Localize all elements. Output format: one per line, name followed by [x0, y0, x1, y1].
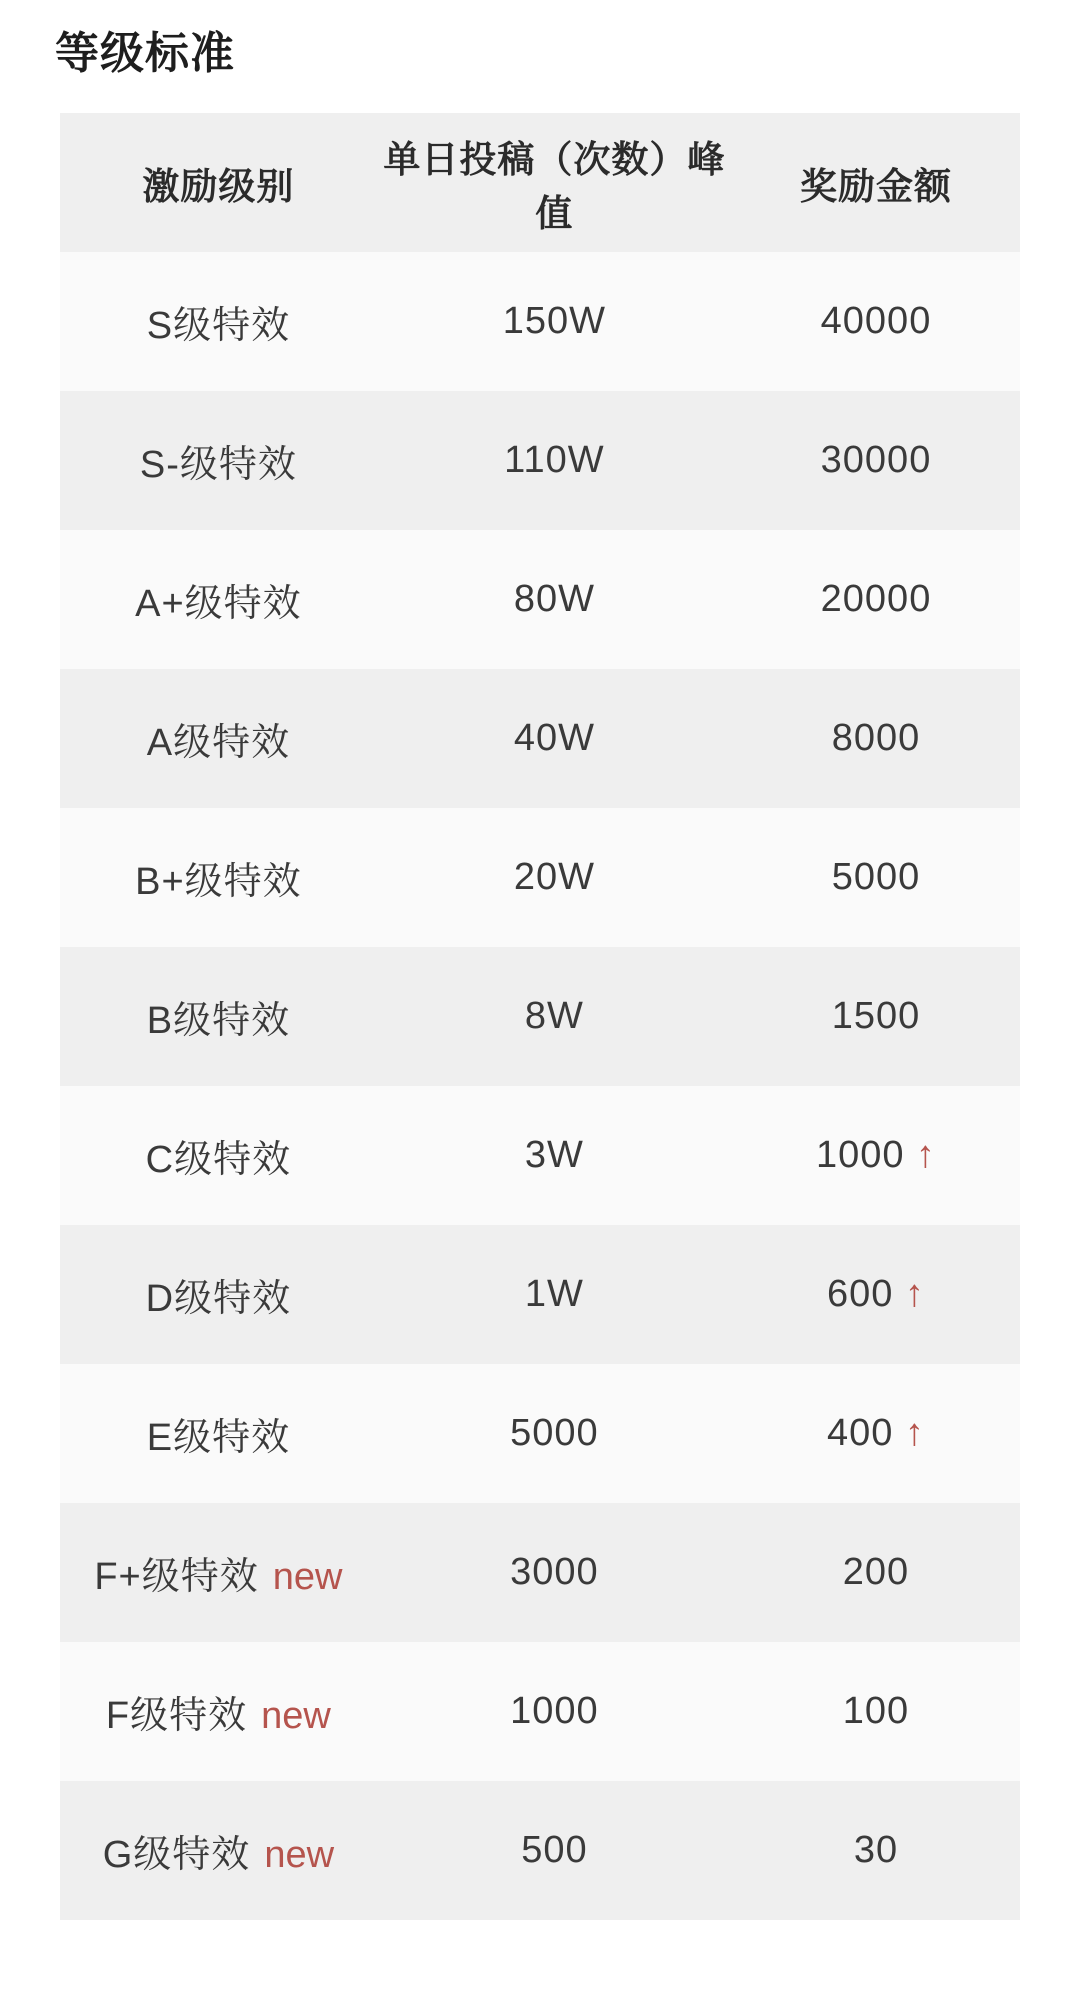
- table-row: [60, 1781, 1020, 1920]
- level-cell: [60, 530, 377, 669]
- table-row: [60, 1503, 1020, 1642]
- peak-cell: 5000: [377, 1364, 732, 1503]
- reward-amount: 30: [853, 1829, 899, 1871]
- table-row: [60, 1225, 1020, 1364]
- level-name: A级特效: [146, 722, 291, 764]
- grade-standards-table: [60, 113, 1020, 1920]
- reward-amount: 20000: [820, 578, 932, 620]
- reward-cell: [732, 669, 1020, 808]
- peak-cell: 20W: [377, 808, 732, 947]
- reward-cell: [732, 1364, 1020, 1503]
- peak-cell: 1W: [377, 1225, 732, 1364]
- new-badge: new: [261, 1695, 331, 1737]
- level-cell: [60, 1642, 377, 1781]
- table-row: [60, 808, 1020, 947]
- level-name: F+级特效: [94, 1556, 259, 1598]
- table-row: [60, 252, 1020, 391]
- peak-cell: 40W: [377, 669, 732, 808]
- level-name: A+级特效: [135, 583, 302, 625]
- level-name: B+级特效: [135, 861, 302, 903]
- new-badge: new: [264, 1834, 335, 1876]
- level-cell: [60, 808, 377, 947]
- table-header: [60, 113, 1020, 252]
- peak-cell: 500: [377, 1781, 732, 1920]
- page-title: 等级标准: [55, 29, 235, 78]
- up-arrow-icon: ↑: [893, 1273, 925, 1315]
- reward-cell: [732, 947, 1020, 1086]
- table-row: [60, 1364, 1020, 1503]
- reward-cell: [732, 391, 1020, 530]
- peak-cell: 80W: [377, 530, 732, 669]
- level-cell: [60, 391, 377, 530]
- table-row: [60, 391, 1020, 530]
- reward-amount: 1000: [815, 1134, 905, 1176]
- reward-cell: [732, 1503, 1020, 1642]
- reward-amount: 100: [842, 1690, 910, 1732]
- level-name: F级特效: [105, 1695, 248, 1737]
- level-name: G级特效: [102, 1834, 251, 1876]
- peak-cell: 3W: [377, 1086, 732, 1225]
- peak-cell: 8W: [377, 947, 732, 1086]
- reward-cell: [732, 808, 1020, 947]
- reward-cell: [732, 1225, 1020, 1364]
- peak-cell: 110W: [377, 391, 732, 530]
- level-name: E级特效: [146, 1417, 291, 1459]
- reward-amount: 1500: [831, 995, 921, 1037]
- level-cell: [60, 1225, 377, 1364]
- level-name: C级特效: [145, 1139, 292, 1181]
- col-header-peak: 单日投稿（次数）峰值: [377, 113, 732, 252]
- peak-cell: 3000: [377, 1503, 732, 1642]
- col-header-reward: 奖励金额: [732, 113, 1020, 252]
- new-badge: new: [272, 1556, 343, 1598]
- level-cell: [60, 1503, 377, 1642]
- table-row: [60, 1642, 1020, 1781]
- level-name: S-级特效: [139, 444, 297, 486]
- reward-amount: 600: [827, 1273, 894, 1315]
- up-arrow-icon: ↑: [904, 1134, 937, 1176]
- reward-amount: 8000: [831, 717, 921, 759]
- level-name: D级特效: [145, 1278, 292, 1320]
- level-cell: [60, 669, 377, 808]
- reward-cell: [732, 1642, 1020, 1781]
- table-row: [60, 669, 1020, 808]
- reward-cell: [732, 252, 1020, 391]
- reward-amount: 40000: [820, 300, 932, 342]
- up-arrow-icon: ↑: [893, 1412, 925, 1454]
- reward-amount: 400: [827, 1412, 894, 1454]
- header-row: [60, 113, 1020, 252]
- level-cell: [60, 947, 377, 1086]
- reward-cell: [732, 530, 1020, 669]
- level-cell: [60, 252, 377, 391]
- level-cell: [60, 1364, 377, 1503]
- peak-cell: 150W: [377, 252, 732, 391]
- reward-amount: 5000: [831, 856, 921, 898]
- table-row: [60, 1086, 1020, 1225]
- level-name: B级特效: [146, 1000, 291, 1042]
- table-body: [60, 252, 1020, 1920]
- table-row: [60, 530, 1020, 669]
- reward-amount: 200: [842, 1551, 910, 1593]
- reward-amount: 30000: [820, 439, 932, 481]
- level-cell: [60, 1086, 377, 1225]
- reward-cell: [732, 1781, 1020, 1920]
- table-row: [60, 947, 1020, 1086]
- col-header-level: 激励级别: [60, 113, 377, 252]
- level-cell: [60, 1781, 377, 1920]
- level-name: S级特效: [146, 305, 291, 347]
- peak-cell: 1000: [377, 1642, 732, 1781]
- reward-cell: [732, 1086, 1020, 1225]
